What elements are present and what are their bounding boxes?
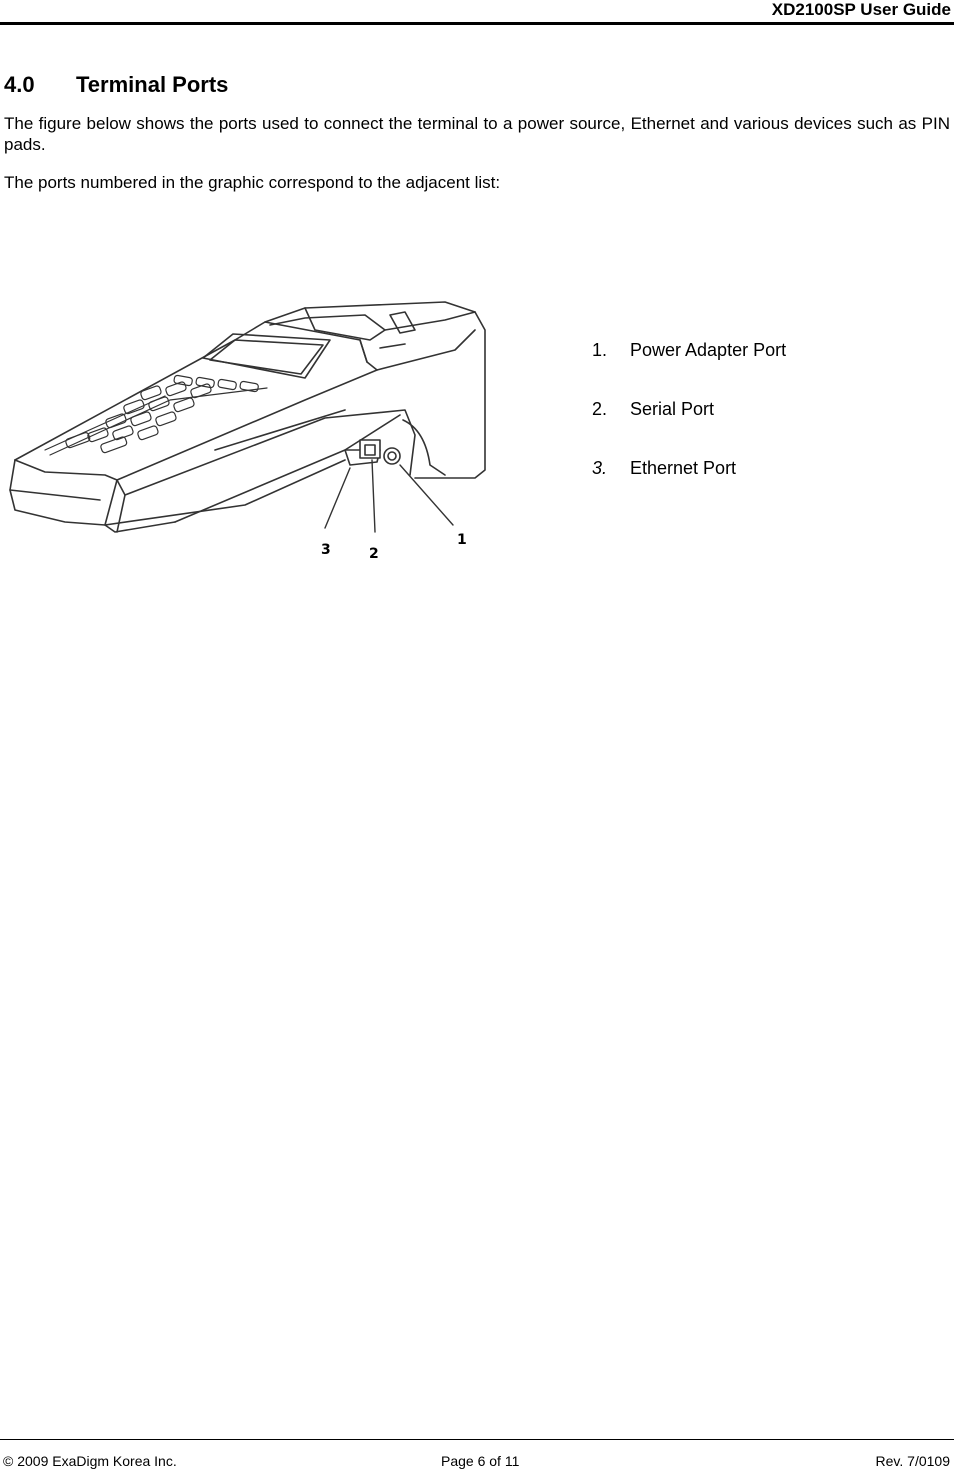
port-label: Serial Port (630, 399, 715, 419)
footer-revision: Rev. 7/0109 (875, 1453, 950, 1469)
section-number: 4.0 (4, 72, 35, 97)
footer-divider (0, 1439, 954, 1440)
footer-page-number: Page 6 of 11 (441, 1453, 520, 1469)
callout-2: 2 (369, 546, 379, 562)
terminal-illustration (5, 300, 490, 565)
list-item (592, 457, 786, 516)
terminal-figure (5, 300, 490, 565)
intro-paragraph: The figure below shows the ports used to connect the terminal to a power source, Ethernet and various devices such as PIN pads. (4, 114, 950, 154)
ports-paragraph: The ports numbered in the graphic correspond to the adjacent list: (4, 173, 501, 192)
port-label: Ethernet Port (630, 458, 737, 478)
callout-1: 1 (457, 532, 467, 548)
callout-3: 3 (321, 542, 331, 558)
port-label: Power Adapter Port (630, 340, 787, 360)
list-item (592, 398, 786, 457)
footer-copyright: © 2009 ExaDigm Korea Inc. (3, 1453, 177, 1469)
section-title: Terminal Ports (76, 72, 229, 97)
port-number: 3. (592, 458, 608, 478)
port-number: 1. (592, 340, 608, 360)
port-number: 2. (592, 399, 608, 419)
header-divider (0, 22, 954, 25)
document-header-title: XD2100SP User Guide (771, 0, 951, 19)
list-item (592, 339, 786, 398)
section-heading (4, 72, 228, 98)
port-list (592, 339, 786, 516)
